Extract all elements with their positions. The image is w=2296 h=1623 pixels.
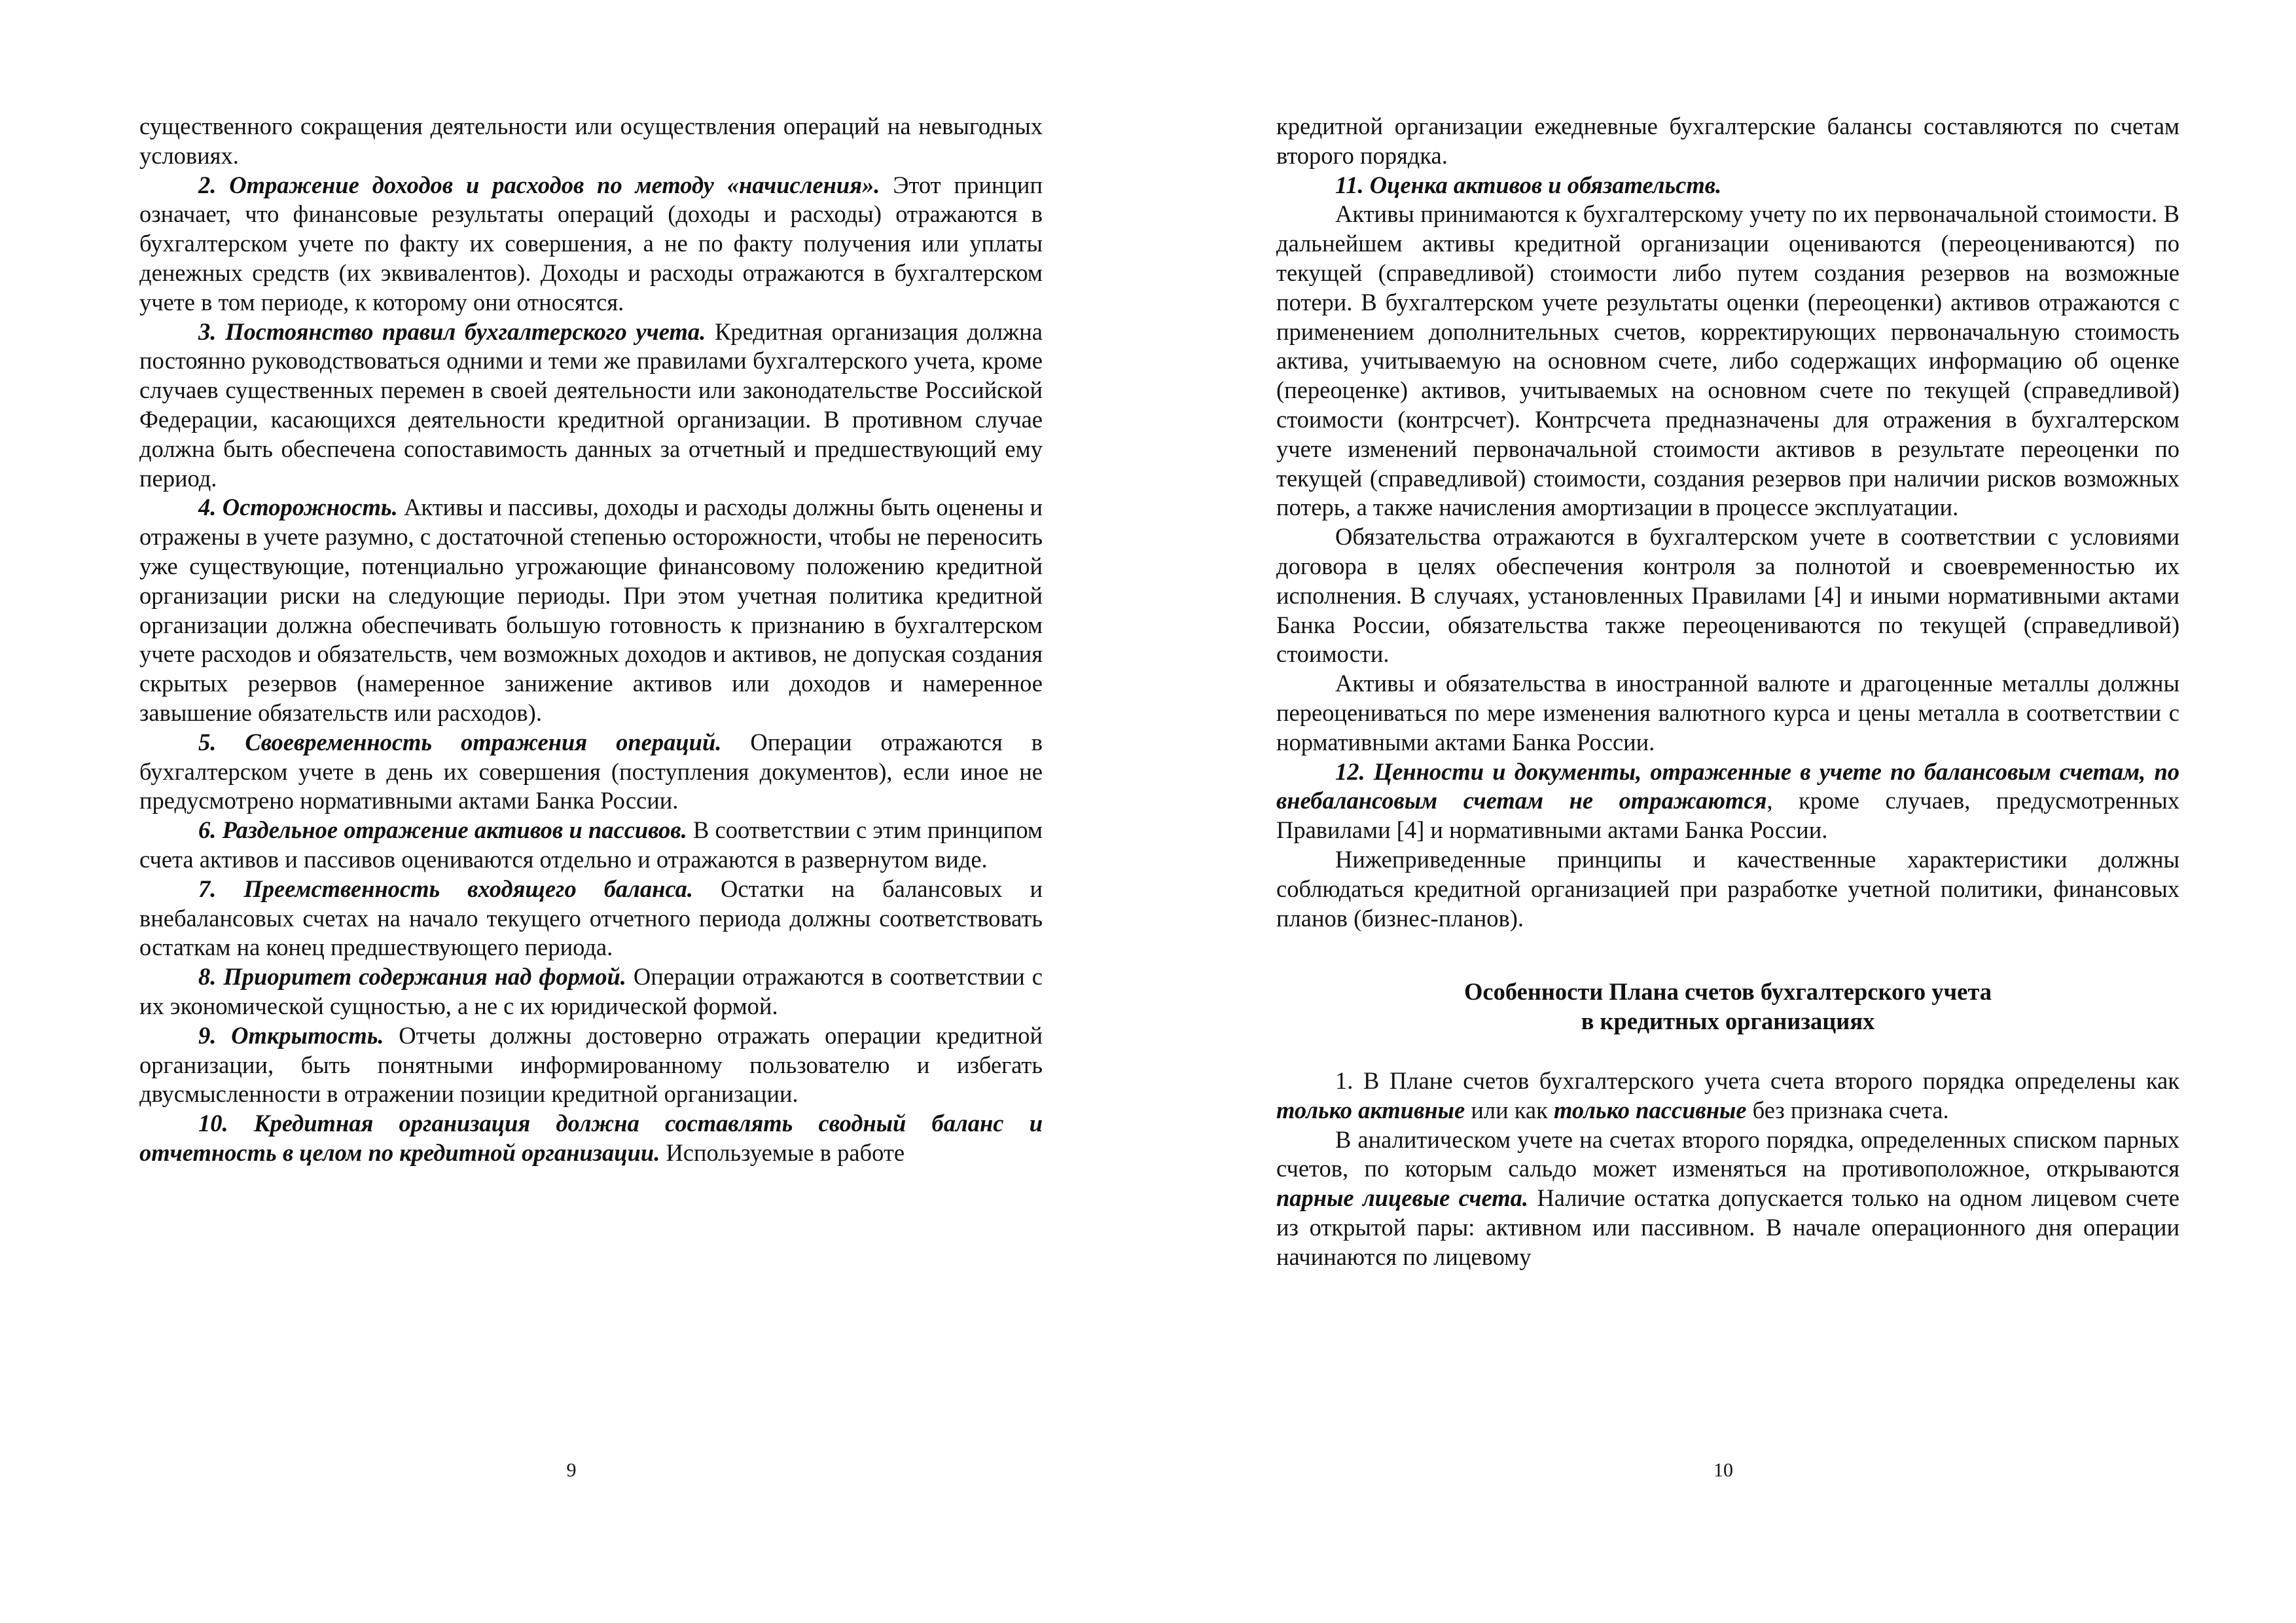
principle-heading: 11. Оценка активов и обязательств. — [1335, 171, 1722, 198]
principle-heading: 3. Постоянство правил бухгалтерского учета. — [198, 318, 706, 345]
paragraph: 12. Ценности и документы, отраженные в учете по балансовым счетам, по внебалансовым счетам не отражаются, кроме случаев, предусмотренных Правилами [4] и нормативными актами Банка России. — [1276, 757, 2179, 844]
paragraph: 6. Раздельное отражение активов и пассивов. В соответствии с этим принципом счета активов и пассивов оцениваются отдельно и отражаются в развернутом виде. — [139, 816, 1043, 873]
paragraph: Обязательства отражаются в бухгалтерском учете в соответствии с условиями договора в целях обеспечения контроля за полнотой и своевременностью их исполнения. В случаях, установленных Правилами [4] и иными нормативными актами Банка России, обязательства также переоцениваются по текущей (справедливой) стоимости. — [1276, 523, 2179, 668]
paragraph: Активы принимаются к бухгалтерскому учету по их первоначальной стоимости. В дальнейшем активы кредитной организации оцениваются (переоцениваются) по текущей (справедливой) стоимости либо путем создания резервов на возможные потери. В бухгалтерском учете результаты оценки (переоценки) активов отражаются с применением дополнительных счетов, корректирующих первоначальную стоимость актива, учитываемую на основном счете, либо содержащих информацию об оценке (переоценке) активов, учитываемых на основном счете по текущей (справедливой) стоимости (контрсчет). Контрсчета предназначены для отражения в бухгалтерском учете изменений первоначальной стоимости активов в результате переоценки по текущей (справедливой) стоимости, создания резервов при наличии рисков возможных потерь, а также начисления амортизации в процессе эксплуатации. — [1276, 200, 2179, 521]
principle-heading: 6. Раздельное отражение активов и пассивов. — [198, 816, 687, 844]
principle-heading: 12. Ценности и документы, отраженные в учете по балансовым счетам, по внебалансовым счетам не отражаются — [1276, 757, 2179, 814]
paragraph: 1. В Плане счетов бухгалтерского учета счета второго порядка определены как только активные или как только пассивные без признака счета. — [1276, 1067, 2179, 1123]
paragraph: 5. Своевременность отражения операций. Операции отражаются в бухгалтерском учете в день их совершения (поступления документов), если иное не предусмотрено нормативными актами Банка России. — [139, 728, 1043, 814]
principle-heading: 9. Открытость. — [198, 1021, 384, 1049]
page-number: 9 — [566, 1459, 577, 1481]
principle-heading: 4. Осторожность. — [198, 494, 398, 521]
emphasis: только активные — [1276, 1096, 1465, 1123]
paragraph: 10. Кредитная организация должна составлять сводный баланс и отчетность в целом по кредитной организации. Используемые в работе — [139, 1110, 1043, 1166]
section-heading: Особенности Плана счетов бухгалтерского учета в кредитных организациях — [1464, 978, 1992, 1035]
left-page — [139, 112, 1043, 1168]
paragraph: Активы и обязательства в иностранной валюте и драгоценные металлы должны переоцениваться по мере изменения валютного курса и цены металла в соответствии с нормативными актами Банка России. — [1276, 670, 2179, 756]
paragraph: 9. Открытость. Отчеты должны достоверно отражать операции кредитной организации, быть понятными информированному пользователю и избегать двусмысленности в отражении позиции кредитной организации. — [139, 1021, 1043, 1108]
paragraph: 3. Постоянство правил бухгалтерского учета. Кредитная организация должна постоянно руководствоваться одними и теми же правилами бухгалтерского учета, кроме случаев существенных перемен в своей деятельности или законодательстве Российской Федерации, касающихся деятельности кредитной организации. В противном случае должна быть обеспечена сопоставимость данных за отчетный и предшествующий ему период. — [139, 318, 1043, 492]
principle-heading: 8. Приоритет содержания над формой. — [198, 963, 626, 991]
paragraph: В аналитическом учете на счетах второго порядка, определенных списком парных счетов, по которым сальдо может изменяться на противоположное, открываются парные лицевые счета. Наличие остатка допускается только на одном лицевом счете из открытой пары: активном или пассивном. В начале операционного дня операции начинаются по лицевому — [1276, 1125, 2179, 1270]
page-number: 10 — [1713, 1459, 1733, 1481]
emphasis: парные лицевые счета. — [1276, 1184, 1529, 1212]
paragraph: кредитной организации ежедневные бухгалтерские балансы составляются по счетам второго порядка. — [1276, 113, 2179, 169]
paragraph: существенного сокращения деятельности или осуществления операций на невыгодных условиях. — [139, 113, 1043, 169]
paragraph: Нижеприведенные принципы и качественные характеристики должны соблюдаться кредитной организацией при разработке учетной политики, финансовых планов (бизнес-планов). — [1276, 845, 2179, 932]
paragraph — [1276, 171, 2179, 200]
principle-heading: 7. Преемственность входящего баланса. — [198, 875, 694, 902]
principle-heading: 10. Кредитная организация должна составлять сводный баланс и отчетность в целом по кредитной организации. — [139, 1110, 1043, 1166]
principle-heading: 5. Своевременность отражения операций. — [198, 728, 722, 756]
paragraph: 4. Осторожность. Активы и пассивы, доходы и расходы должны быть оценены и отражены в учете разумно, с достаточной степенью осторожности, чтобы не переносить уже существующие, потенциально угрожающие финансовому положению кредитной организации риски на следующие периоды. При этом учетная политика кредитной организации должна обеспечивать большую готовность к признанию в бухгалтерском учете расходов и обязательств, чем возможных доходов и активов, не допуская создания скрытых резервов (намеренное занижение активов или доходов и намеренное завышение обязательств или расходов). — [139, 494, 1043, 726]
principle-heading: 2. Отражение доходов и расходов по методу «начисления». — [198, 171, 880, 198]
paragraph: 7. Преемственность входящего баланса. Остатки на балансовых и внебалансовых счетах на начало текущего отчетного периода должны соответствовать остаткам на конец предшествующего периода. — [139, 875, 1043, 961]
paragraph: 8. Приоритет содержания над формой. Операции отражаются в соответствии с их экономической сущностью, а не с их юридической формой. — [139, 963, 1043, 1019]
paragraph: 2. Отражение доходов и расходов по методу «начисления». Этот принцип означает, что финансовые результаты операций (доходы и расходы) отражаются в бухгалтерском учете по факту их совершения, а не по факту получения или уплаты денежных средств (их эквивалентов). Доходы и расходы отражаются в бухгалтерском учете в том периоде, к которому они относятся. — [139, 171, 1043, 316]
emphasis: только пассивные — [1554, 1096, 1747, 1123]
right-page — [1276, 112, 2179, 1271]
